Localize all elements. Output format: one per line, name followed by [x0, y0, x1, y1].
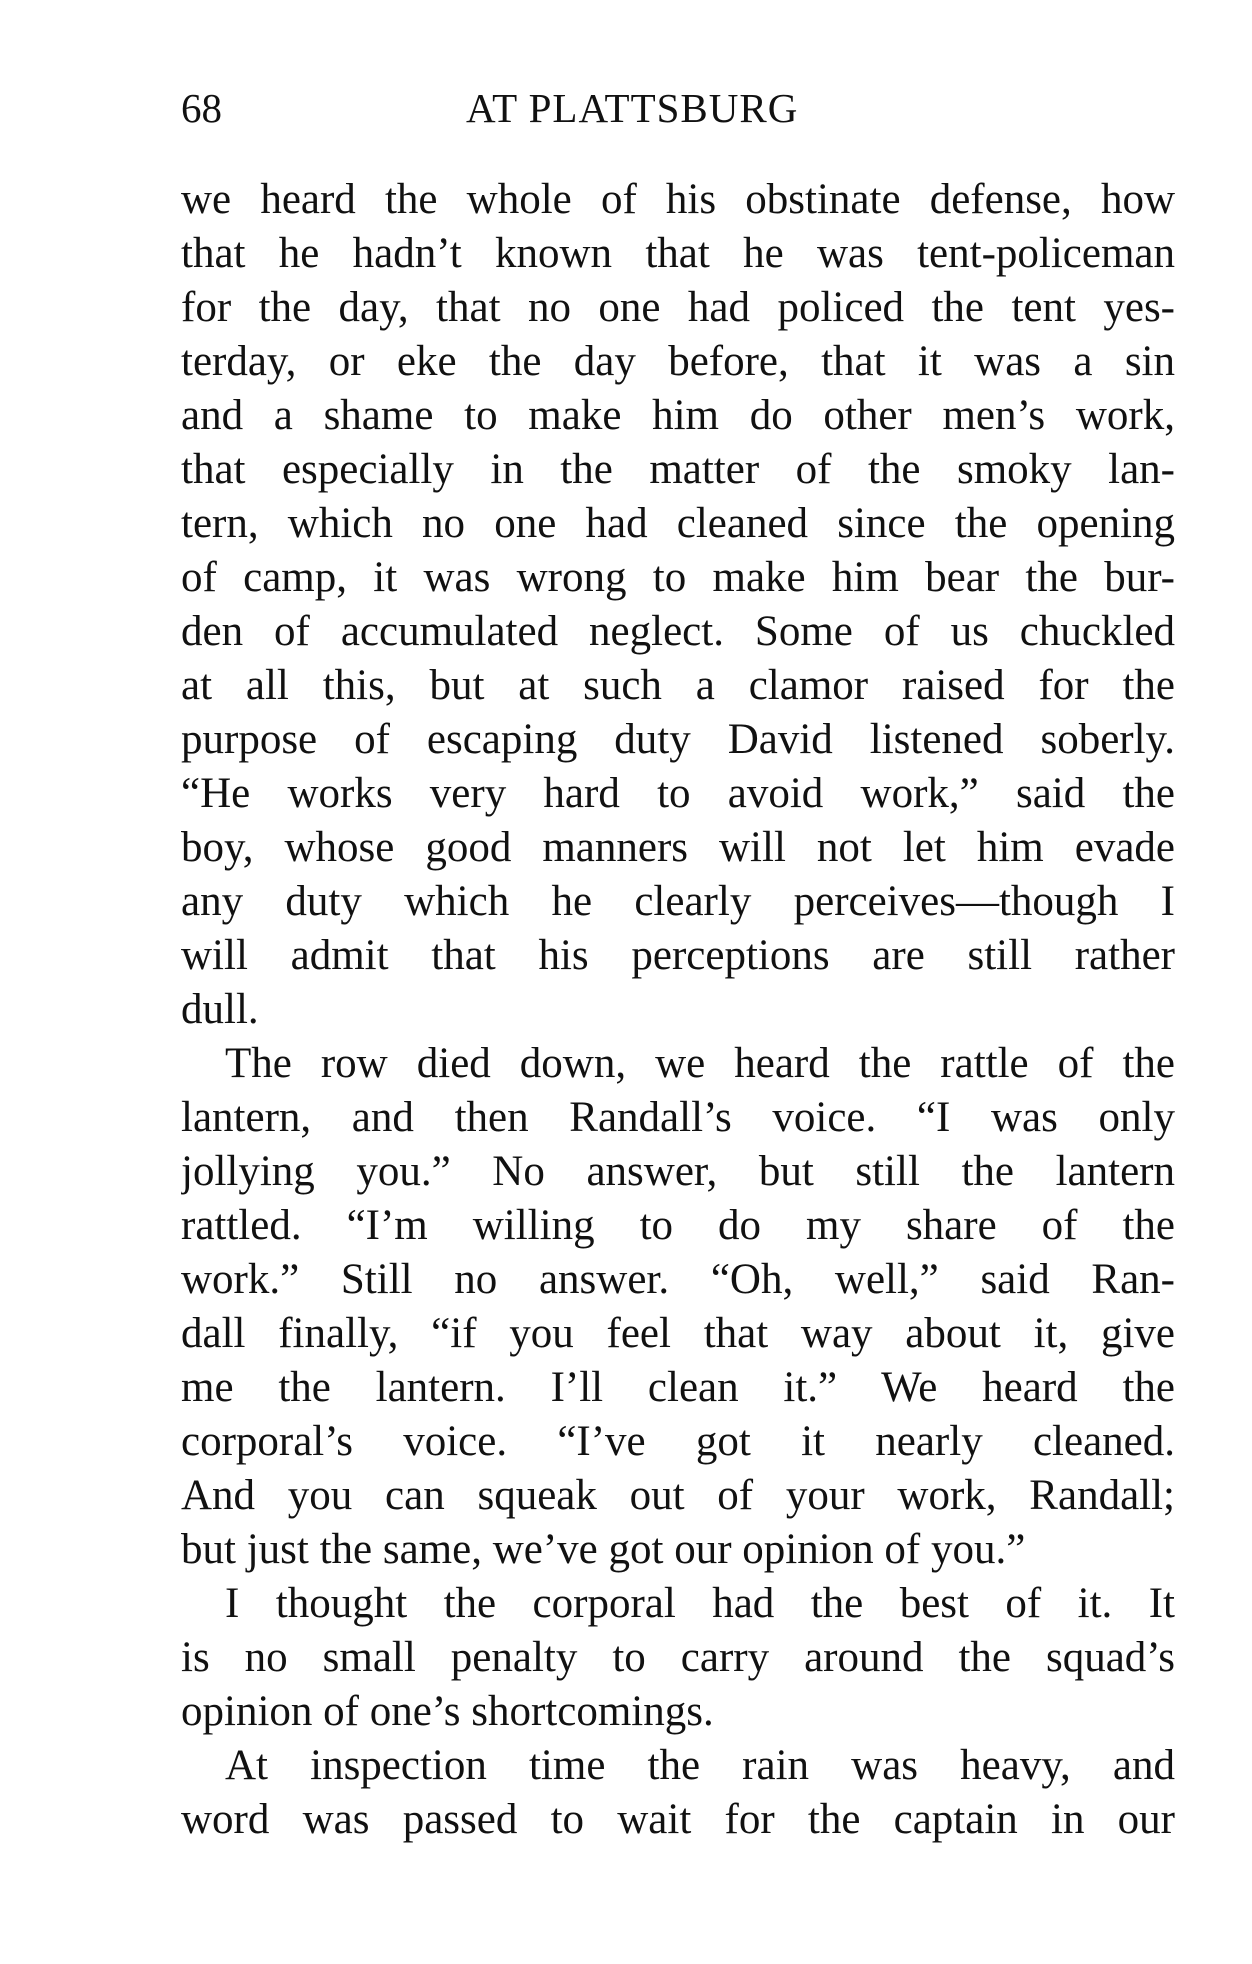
text-line: will admit that his perceptions are still rather [181, 932, 1175, 979]
text-line: boy, whose good manners will not let him evade [181, 824, 1175, 871]
text-line: me the lantern. I’ll clean it.” We heard the [181, 1364, 1175, 1411]
running-title: AT PLATTSBURG [466, 85, 799, 131]
text-line: opinion of one’s shortcomings. [181, 1688, 714, 1735]
text-line: that especially in the matter of the smoky lan- [181, 446, 1175, 493]
text-line: rattled. “I’m willing to do my share of the [181, 1202, 1175, 1249]
text-line: purpose of escaping duty David listened soberly. [181, 716, 1175, 763]
text-line: is no small penalty to carry around the squad’s [181, 1634, 1175, 1681]
text-line: we heard the whole of his obstinate defense, how [181, 176, 1175, 223]
text-line: And you can squeak out of your work, Randall; [181, 1472, 1175, 1519]
text-line: but just the same, we’ve got our opinion of you.” [181, 1526, 1026, 1573]
text-line: terday, or eke the day before, that it was a sin [181, 338, 1175, 385]
text-line: dall finally, “if you feel that way about it, give [181, 1310, 1175, 1357]
paragraph-2 [181, 1037, 1175, 1577]
running-head [181, 78, 1175, 138]
text-line: The row died down, we heard the rattle of the [225, 1040, 1175, 1087]
paragraph-3 [181, 1577, 1175, 1739]
text-line: at all this, but at such a clamor raised for the [181, 662, 1175, 709]
body-text [181, 173, 1175, 1847]
text-line: that he hadn’t known that he was tent-policeman [181, 230, 1175, 277]
text-line: jollying you.” No answer, but still the lantern [181, 1148, 1175, 1195]
text-line: den of accumulated neglect. Some of us chuckled [181, 608, 1175, 655]
text-line: dull. [181, 986, 259, 1033]
page-number: 68 [181, 85, 222, 131]
text-line: and a shame to make him do other men’s work, [181, 392, 1175, 439]
paragraph-1 [181, 173, 1175, 1037]
paragraph-4 [181, 1739, 1175, 1847]
text-line: any duty which he clearly perceives—though I [181, 878, 1175, 925]
text-line: tern, which no one had cleaned since the opening [181, 500, 1175, 547]
text-line: “He works very hard to avoid work,” said the [181, 770, 1175, 817]
text-line: At inspection time the rain was heavy, and [225, 1742, 1175, 1789]
text-line: lantern, and then Randall’s voice. “I was only [181, 1094, 1175, 1141]
text-line: corporal’s voice. “I’ve got it nearly cleaned. [181, 1418, 1175, 1465]
text-line: work.” Still no answer. “Oh, well,” said Ran- [181, 1256, 1175, 1303]
text-line: word was passed to wait for the captain in our [181, 1796, 1175, 1843]
text-line: for the day, that no one had policed the tent yes- [181, 284, 1175, 331]
text-line: I thought the corporal had the best of it. It [225, 1580, 1175, 1627]
text-line: of camp, it was wrong to make him bear the bur- [181, 554, 1175, 601]
